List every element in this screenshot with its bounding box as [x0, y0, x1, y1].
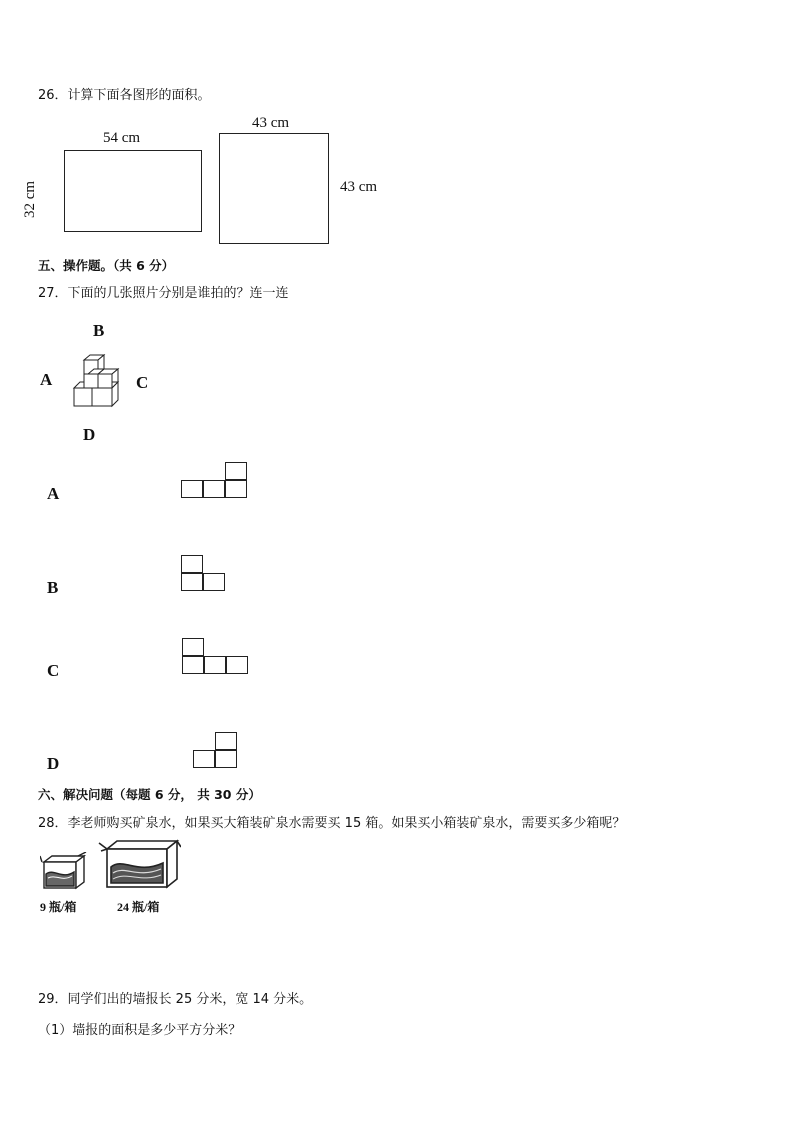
view-a-cell: [203, 480, 225, 498]
view-label-b: B: [47, 578, 59, 597]
view-label-d: D: [47, 754, 60, 773]
view-d-cell: [215, 732, 237, 750]
small-box-caption: 9 瓶/箱: [40, 900, 77, 914]
rectangle-figure: [64, 150, 202, 232]
view-c-cell: [182, 656, 204, 674]
view-c-cell: [226, 656, 248, 674]
view-c-cell: [182, 638, 204, 656]
view-label-c: C: [47, 661, 60, 680]
q29-text: 29．同学们出的墙报长 25 分米，宽 14 分米。: [38, 992, 313, 1007]
view-a-cell: [225, 462, 247, 480]
view-d-cell: [193, 750, 215, 768]
square-top-label: 43 cm: [252, 115, 290, 131]
direction-a: A: [40, 370, 53, 389]
direction-d: D: [83, 425, 96, 444]
view-c-cell: [204, 656, 226, 674]
direction-b: B: [93, 321, 105, 340]
view-label-a: A: [47, 484, 60, 503]
q28-text: 28．李老师购买矿泉水，如果买大箱装矿泉水需要买 15 箱。如果买小箱装矿泉水，需要买多少箱呢？: [38, 816, 626, 831]
rectangle-height-label: 32 cm: [22, 180, 38, 218]
q26-text: 26．计算下面各图形的面积。: [38, 88, 211, 103]
cube-stack-icon: [70, 352, 124, 410]
square-figure: [219, 133, 329, 244]
view-b-cell: [203, 573, 225, 591]
view-b-cell: [181, 573, 203, 591]
rectangle-width-label: 54 cm: [103, 130, 141, 146]
view-d-cell: [215, 750, 237, 768]
view-a-cell: [181, 480, 203, 498]
square-side-label: 43 cm: [340, 179, 378, 195]
small-water-box-icon: [40, 852, 88, 892]
q29-sub1: （1）墙报的面积是多少平方分米？: [38, 1023, 242, 1038]
large-box-caption: 24 瓶/箱: [117, 900, 160, 914]
section-6-title: 六、解决问题（每题 6 分， 共 30 分）: [38, 787, 261, 802]
section-5-title: 五、操作题。（共 6 分）: [38, 258, 175, 273]
view-a-cell: [225, 480, 247, 498]
direction-c: C: [136, 373, 149, 392]
view-b-cell: [181, 555, 203, 573]
large-water-box-icon: [97, 837, 181, 891]
q27-text: 27．下面的几张照片分别是谁拍的？连一连: [38, 286, 289, 301]
